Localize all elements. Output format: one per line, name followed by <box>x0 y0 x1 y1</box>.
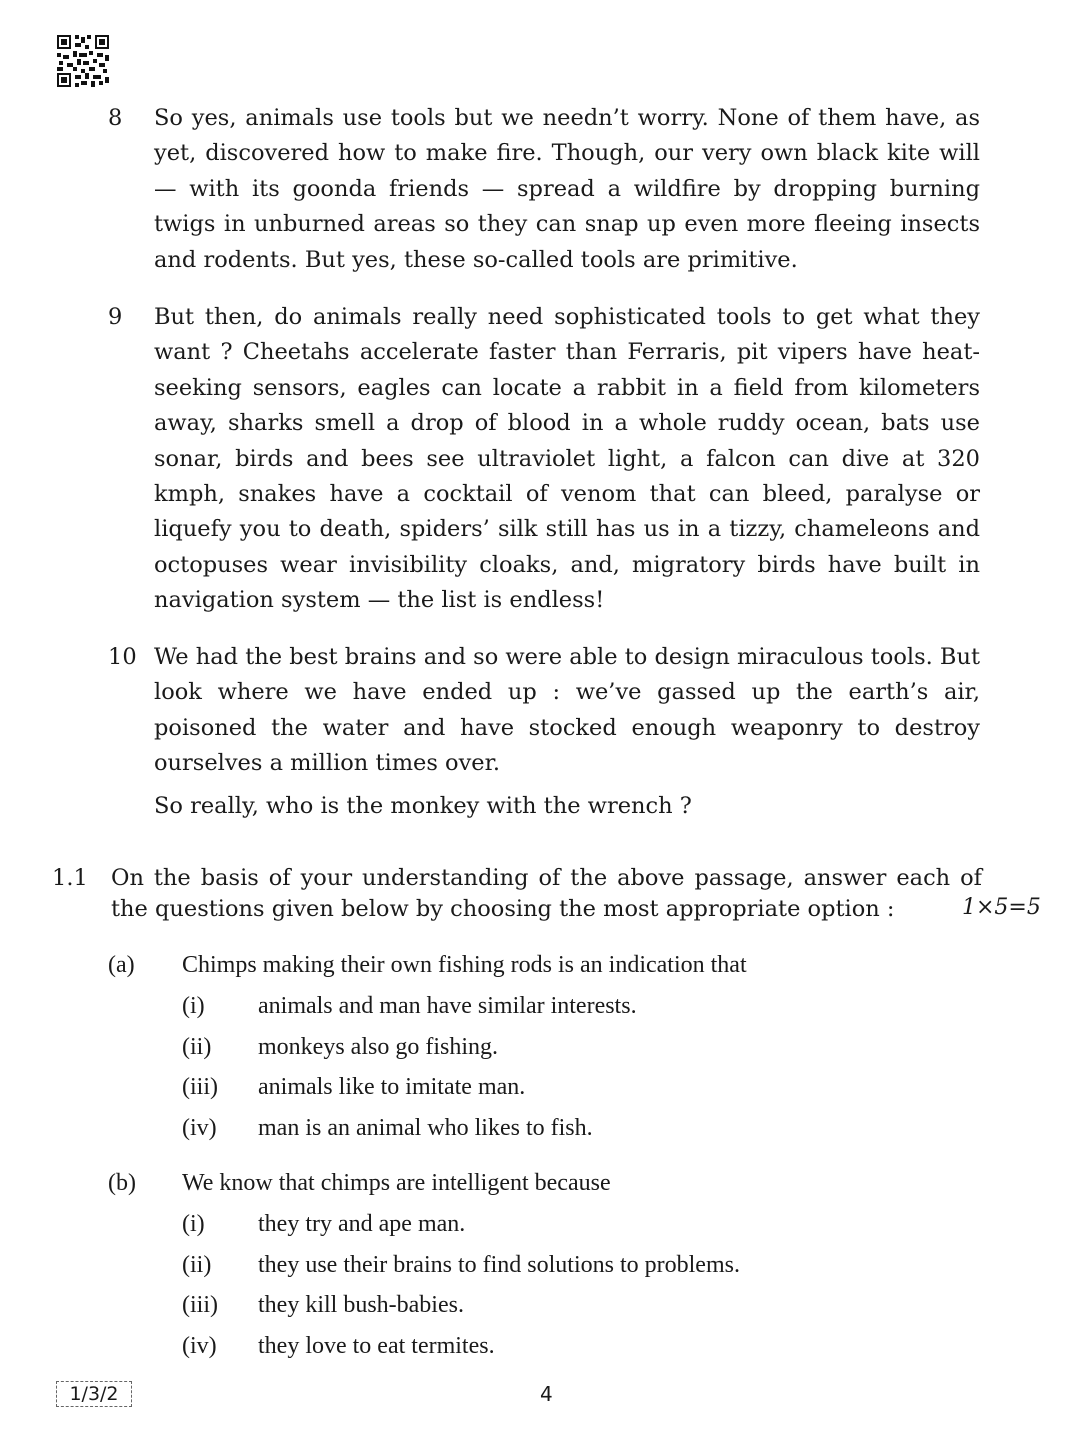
option-text: they kill bush-babies. <box>258 1292 464 1318</box>
passage-paragraph-8 <box>108 101 980 278</box>
option-text: they use their brains to find solutions to problems. <box>258 1252 740 1278</box>
option-text: they love to eat termites. <box>258 1333 495 1359</box>
option-label: (iv) <box>182 1333 217 1359</box>
qr-code-icon <box>57 35 109 87</box>
option-label: (iii) <box>182 1292 218 1318</box>
paragraph-text: We had the best brains and so were able to design miraculous tools. But look where we have ended up : we’ve gassed up the earth’s air, poisoned the water and have stocked enough weaponry to destroy ourselves a million times over. <box>154 644 980 777</box>
option-text: monkeys also go fishing. <box>258 1034 498 1060</box>
paragraph-text: But then, do animals really need sophisticated tools to get what they want ? Cheetahs accelerate faster than Ferraris, pit vipers have heat-seeking sensors, eagles can locate a rabbit in a field from kilometers away, sharks smell a drop of blood in a whole ruddy ocean, bats use sonar, birds and bees see ultraviolet light, a falcon can dive at 320 kmph, snakes have a cocktail of venom that can bleed, paralyse or liquefy you to death, spiders’ silk still has us in a tizzy, chameleons and octopuses wear invisibility cloaks, and, migratory birds have built in navigation system — the list is endless! <box>154 304 980 614</box>
option-label: (i) <box>182 1211 205 1237</box>
option-text: they try and ape man. <box>258 1211 466 1237</box>
option-text: animals like to imitate man. <box>258 1074 526 1100</box>
paper-code-box: 1/3/2 <box>56 1381 132 1407</box>
page-number: 4 <box>540 1382 553 1406</box>
passage-paragraph-10 <box>108 640 980 824</box>
option-text: animals and man have similar interests. <box>258 993 637 1019</box>
item-label: (a) <box>108 952 135 978</box>
question-number: 1.1 <box>52 865 88 891</box>
paragraph-number: 8 <box>108 105 123 131</box>
item-stem: We know that chimps are intelligent because <box>182 1170 611 1196</box>
option-label: (i) <box>182 993 205 1019</box>
option-label: (iii) <box>182 1074 218 1100</box>
item-stem: Chimps making their own fishing rods is an indication that <box>182 952 747 978</box>
item-label: (b) <box>108 1170 136 1196</box>
option-label: (ii) <box>182 1034 212 1060</box>
paragraph-number: 10 <box>108 644 137 670</box>
option-label: (ii) <box>182 1252 212 1278</box>
option-text: man is an animal who likes to fish. <box>258 1115 593 1141</box>
option-label: (iv) <box>182 1115 217 1141</box>
marks-allocation: 1×5=5 <box>962 895 1041 920</box>
paragraph-closing-line: So really, who is the monkey with the wrench ? <box>154 792 692 819</box>
question-1-1 <box>52 863 982 925</box>
passage-paragraph-9 <box>108 300 980 619</box>
question-instruction: On the basis of your understanding of the above passage, answer each of the questions given below by choosing the most appropriate option : <box>111 865 982 922</box>
paragraph-number: 9 <box>108 304 123 330</box>
paragraph-text: So yes, animals use tools but we needn’t worry. None of them have, as yet, discovered how to make fire. Though, our very own black kite will — with its goonda friends — spread a wildfire by dropping burning twigs in unburned areas so they can snap up even more fleeing insects and rodents. But yes, these so-called tools are primitive. <box>154 105 980 273</box>
